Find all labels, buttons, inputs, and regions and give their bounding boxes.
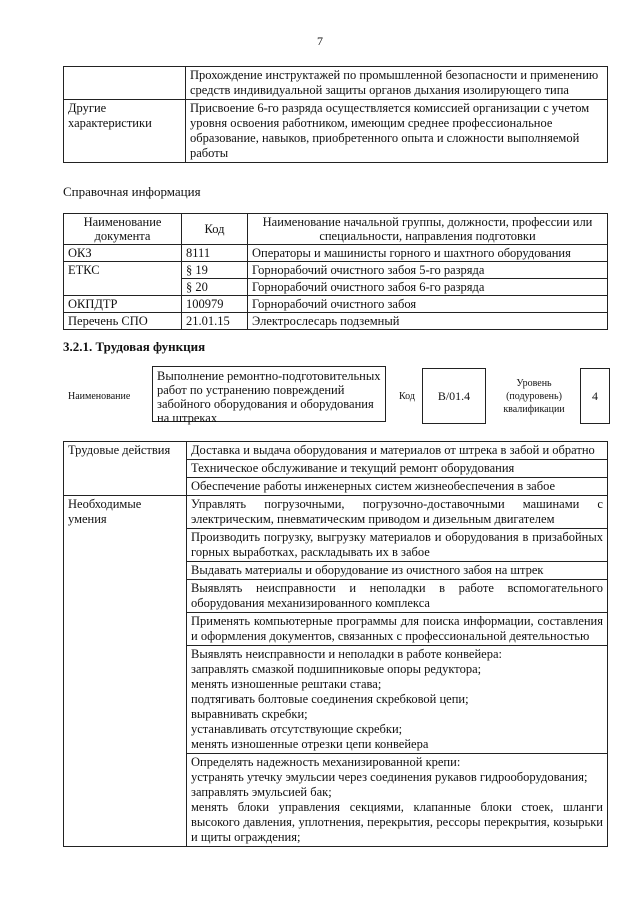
table-cell: 8111	[182, 245, 248, 262]
column-header: Код	[182, 214, 248, 245]
skills-label: Необходимые умения	[64, 496, 187, 847]
skill-line: заправлять смазкой подшипниковые опоры редуктора;	[191, 662, 482, 676]
table-cell: 100979	[182, 296, 248, 313]
skill-line: менять изношенные рештаки става;	[191, 677, 382, 691]
table-row	[64, 262, 608, 279]
qualification-level-value: 4	[580, 368, 610, 424]
page-number: 7	[317, 34, 323, 48]
table-cell: § 19	[182, 262, 248, 279]
skill-item: Применять компьютерные программы для поиска информации, составления и оформления документов, связанных с профессиональной деятельностью	[187, 613, 608, 646]
table-cell: Присвоение 6-го разряда осуществляется комиссией организации с учетом уровня освоения работником, имеющим среднее профессиональное образование, навыков, приобретенного опыта и сложности выполняемой работы	[186, 100, 608, 163]
activity-item: Техническое обслуживание и текущий ремонт оборудования	[187, 460, 608, 478]
column-header: Наименование начальной группы, должности, профессии или специальности, направления подготовки	[248, 214, 608, 245]
function-name-label: Наименование	[68, 391, 131, 402]
table-row	[64, 245, 608, 262]
skill-line: выравнивать скребки;	[191, 707, 308, 721]
skill-line: менять блоки управления секциями, клапанные блоки стоек, шланги высокого давления, уплотнения, перекрытия, рессоры перекрытия, козырьки и щиты ограждения;	[191, 800, 603, 844]
skill-item-conveyor	[187, 646, 608, 754]
activity-item: Обеспечение работы инженерных систем жизнеобеспечения в забое	[187, 478, 608, 496]
activity-item: Доставка и выдача оборудования и материалов от штрека в забой и обратно	[187, 442, 608, 460]
table-cell	[64, 67, 186, 100]
table-cell: Горнорабочий очистного забоя	[248, 296, 608, 313]
table-cell: ЕТКС	[64, 262, 182, 296]
table-row	[64, 496, 608, 529]
activities-label: Трудовые действия	[64, 442, 187, 496]
table-row	[64, 67, 608, 100]
function-code-label: Код	[399, 391, 415, 402]
table-cell: Прохождение инструктажей по промышленной безопасности и применению средств индивидуальной защиты органов дыхания изолирующего типа	[186, 67, 608, 100]
top-table	[63, 66, 608, 163]
skill-line: менять изношенные отрезки цепи конвейера	[191, 737, 429, 751]
reference-table	[63, 213, 608, 330]
function-code-value: B/01.4	[422, 368, 486, 424]
skill-item: Производить погрузку, выгрузку материалов и оборудования в призабойных горных выработках, раскладывать их в забое	[187, 529, 608, 562]
table-cell: 21.01.15	[182, 313, 248, 330]
qualification-level-label: Уровень (подуровень) квалификации	[503, 378, 565, 415]
function-name-value: Выполнение ремонтно-подготовительных работ по устранению повреждений забойного оборудования и оборудования на штреках	[152, 366, 386, 422]
table-cell: Операторы и машинисты горного и шахтного оборудования	[248, 245, 608, 262]
table-cell: Другие характеристики	[64, 100, 186, 163]
skill-line: устранять утечку эмульсии через соединения рукавов гидрооборудования;	[191, 770, 588, 784]
column-header: Наименование документа	[64, 214, 182, 245]
skill-line: подтягивать болтовые соединения скребковой цепи;	[191, 692, 469, 706]
skill-line: Определять надежность механизированной крепи:	[191, 755, 461, 769]
skill-item: Управлять погрузочными, погрузочно-доставочными машинами с электрическим, пневматическим приводом и дизельным двигателем	[187, 496, 608, 529]
table-cell: Горнорабочий очистного забоя 5-го разряда	[248, 262, 608, 279]
skill-item-support	[187, 754, 608, 847]
reference-heading: Справочная информация	[63, 184, 201, 199]
skill-line: устанавливать отсутствующие скребки;	[191, 722, 403, 736]
table-cell: Перечень СПО	[64, 313, 182, 330]
table-row	[64, 313, 608, 330]
table-cell: ОКПДТР	[64, 296, 182, 313]
skill-line: заправлять эмульсией бак;	[191, 785, 332, 799]
skill-item: Выдавать материалы и оборудование из очистного забоя на штрек	[187, 562, 608, 580]
table-row	[64, 296, 608, 313]
section-title: 3.2.1. Трудовая функция	[63, 339, 206, 354]
table-cell: ОКЗ	[64, 245, 182, 262]
table-row	[64, 100, 608, 163]
function-details-table	[63, 441, 608, 847]
table-cell: Электрослесарь подземный	[248, 313, 608, 330]
skill-item: Выявлять неисправности и неполадки в работе вспомогательного оборудования механизированного комплекса	[187, 580, 608, 613]
table-row	[64, 442, 608, 460]
table-cell: Горнорабочий очистного забоя 6-го разряда	[248, 279, 608, 296]
table-header-row	[64, 214, 608, 245]
table-cell: § 20	[182, 279, 248, 296]
skill-line: Выявлять неисправности и неполадки в работе конвейера:	[191, 647, 502, 661]
